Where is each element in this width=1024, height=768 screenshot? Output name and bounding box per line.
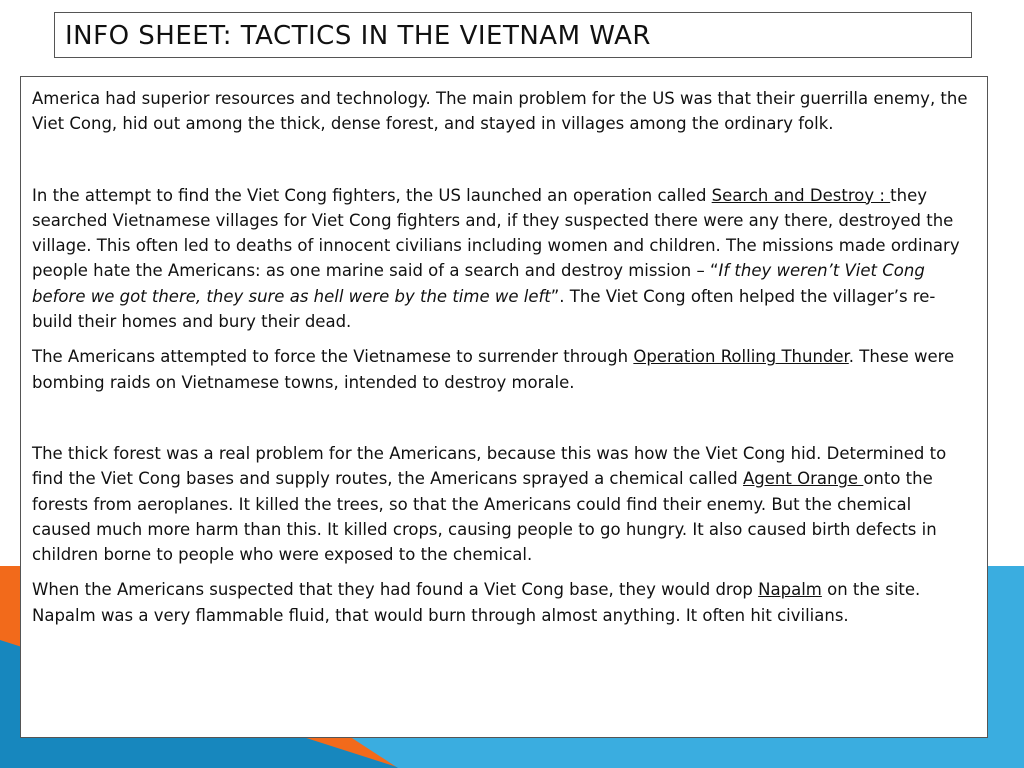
paragraph-resources-text: America had superior resources and technology. The main problem for the US was that their guerrilla enemy, the Viet Cong, hid out among the thick, dense forest, and stayed in villages among the ordinary folk. (32, 89, 968, 134)
paragraph-napalm-text-b: on the site. Napalm was a very flammable fluid, that would burn through almost anything. It often hit civilians. (32, 580, 921, 625)
paragraph-agent-orange (32, 441, 975, 567)
paragraph-search-and-destroy (32, 183, 975, 335)
slide-title: INFO SHEET: TACTICS IN THE VIETNAM WAR (65, 21, 651, 51)
title-box (54, 12, 972, 58)
napalm-term: Napalm (758, 580, 822, 600)
paragraph-napalm (32, 577, 975, 628)
paragraph-napalm-text-a: When the Americans suspected that they had found a Viet Cong base, they would drop (32, 580, 759, 600)
paragraph-rolling-text-a: The Americans attempted to force the Vietnamese to surrender through (32, 347, 634, 367)
paragraph-rolling-thunder (32, 344, 975, 395)
paragraph-search-text-a: In the attempt to find the Viet Cong fighters, the US launched an operation called (32, 185, 712, 205)
paragraph-search-text-b: they searched Vietnamese villages for Viet Cong fighters and, if they suspected there were any there, destroyed the village. This often led to deaths of innocent civilians including women and children. The missions made ordinary people hate the Americans: as one marine said of a search and destroy mission – “ (32, 185, 960, 281)
paragraph-rolling-text-b: . These were bombing raids on Vietnamese towns, intended to destroy morale. (32, 347, 955, 392)
marine-quote: If they weren’t Viet Cong before we got there, they sure as hell were by the time we left (32, 261, 925, 306)
agent-orange-term: Agent Orange (743, 469, 864, 489)
paragraph-resources (32, 86, 975, 137)
paragraph-agent-text-a: The thick forest was a real problem for the Americans, because this was how the Viet Cong hid. Determined to find the Viet Cong bases and supply routes, the Americans sprayed a chemical called (32, 443, 947, 489)
operation-rolling-thunder-term: Operation Rolling Thunder (633, 347, 849, 367)
paragraph-search-text-c: ”. The Viet Cong often helped the villager’s re-build their homes and bury their dead. (32, 286, 936, 332)
search-and-destroy-term: Search and Destroy : (711, 185, 891, 205)
paragraph-agent-text-b: onto the forests from aeroplanes. It killed the trees, so that the Americans could find their enemy. But the chemical caused much more harm than this. It killed crops, causing people to go hungry. It also caused birth defects in children borne to people who were exposed to the chemical. (32, 469, 937, 565)
info-text-box (20, 76, 988, 738)
